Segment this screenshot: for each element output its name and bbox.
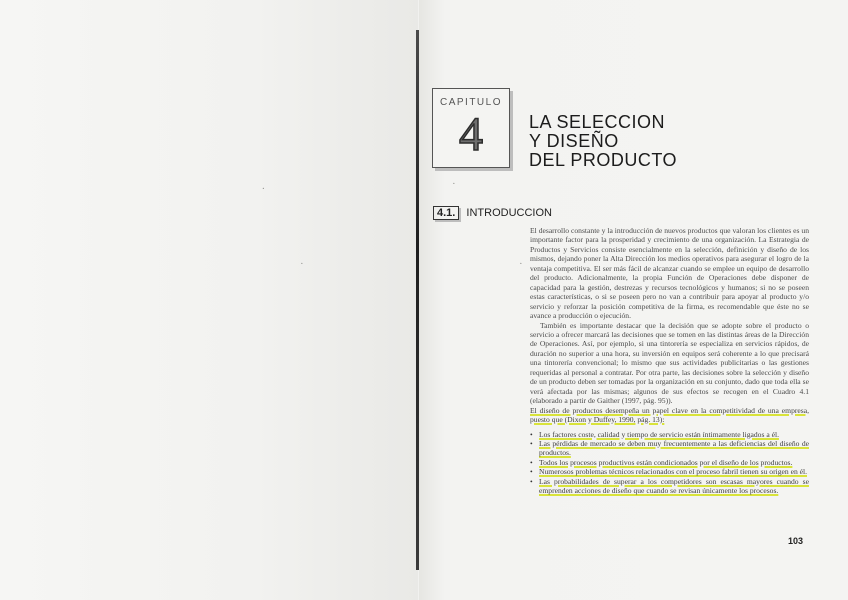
section-title: INTRODUCCION xyxy=(466,207,552,219)
body-text xyxy=(530,226,809,496)
page-speck: . xyxy=(262,180,265,192)
chapter-number: 4 xyxy=(459,108,483,161)
bullet-item: • Las probabilidades de superar a los competidores son escasas mayores cuando se emprenden acciones de diseño que cuando se revisan únicamente los procesos. xyxy=(530,477,809,496)
page-number: 103 xyxy=(788,536,804,546)
section-number: 4.1. xyxy=(433,206,459,220)
paragraph: El desarrollo constante y la introducción de nuevos productos que valoran los clientes es un importante factor para la prosperidad y crecimiento de una organización. La Estrategia de Productos y Servicios consiste esencialmente en la selección, definición y diseño de los mismos, dejando poner la Alta Dirección los medios operativos para asegurar el logro de la ventaja competitiva. El ser más fácil de alcanzar cuando se emplee un equipo de desarrollo del producto. Adicionalmente, la propia Función de Operaciones debe disponer de capacidad para la gestión, destrezas y recursos tecnológicos y humanos; si no se poseen estas características, o si se poseen pero no van a contribuir para apoyar al producto y/o servicio y reforzar la posición competitiva de la firma, es recomendable que éste no se avance a producción o ejecución. xyxy=(530,226,809,321)
chapter-title-line-1: LA SELECCION xyxy=(529,112,666,132)
bullet-item: • Los factores coste, calidad y tiempo de servicio están íntimamente ligados a él. xyxy=(530,430,809,439)
chapter-label: CAPITULO xyxy=(439,97,502,108)
chapter-title-line-2: Y DISEÑO xyxy=(529,131,619,151)
bullet-item: • Todos los procesos productivos están condicionados por el diseño de los productos. xyxy=(530,458,809,467)
bullet-item: • Las pérdidas de mercado se deben muy frecuentemente a las deficiencias del diseño de productos. xyxy=(530,439,809,458)
page-speck: · xyxy=(519,258,523,270)
chapter-title-line-3: DEL PRODUCTO xyxy=(529,150,678,170)
section-heading xyxy=(433,206,552,220)
highlighted-paragraph: El diseño de productos desempeña un papel clave en la competitividad de una empresa, puesto que (Dixon y Duffey, 1990, pág. 13): xyxy=(530,405,809,425)
paragraph: También es importante destacar que la decisión que se adopte sobre el producto o servicio a ofrecer marcará las decisiones que se tomen en las distintas áreas de la Dirección de Operaciones. Así, por ejemplo, si una tintorería se especializa en servicios rápidos, de duración no superior a una hora, su inversión en equipos será coherente a lo que precisará una tintorería convencional; lo mismo que sus actividades publicitarias o las gestiones requeridas al personal a contratar. Por otra parte, las decisiones sobre la selección y diseño de un producto deben ser tomadas por la organización en su conjunto, dado que toda ella se verá afectada por las mismas; algunos de sus efectos se recogen en el Cuadro 4.1 (elaborado a partir de Gaither (1997, pág. 95)). xyxy=(530,320,809,406)
chapter-badge xyxy=(432,88,510,168)
page-speck: · xyxy=(452,178,456,190)
bullet-item: • Numerosos problemas técnicos relacionados con el proceso fabril tienen su origen en él. xyxy=(530,467,809,476)
left-page xyxy=(0,0,418,600)
bullet-list xyxy=(530,430,809,496)
page-speck: · xyxy=(300,258,304,270)
